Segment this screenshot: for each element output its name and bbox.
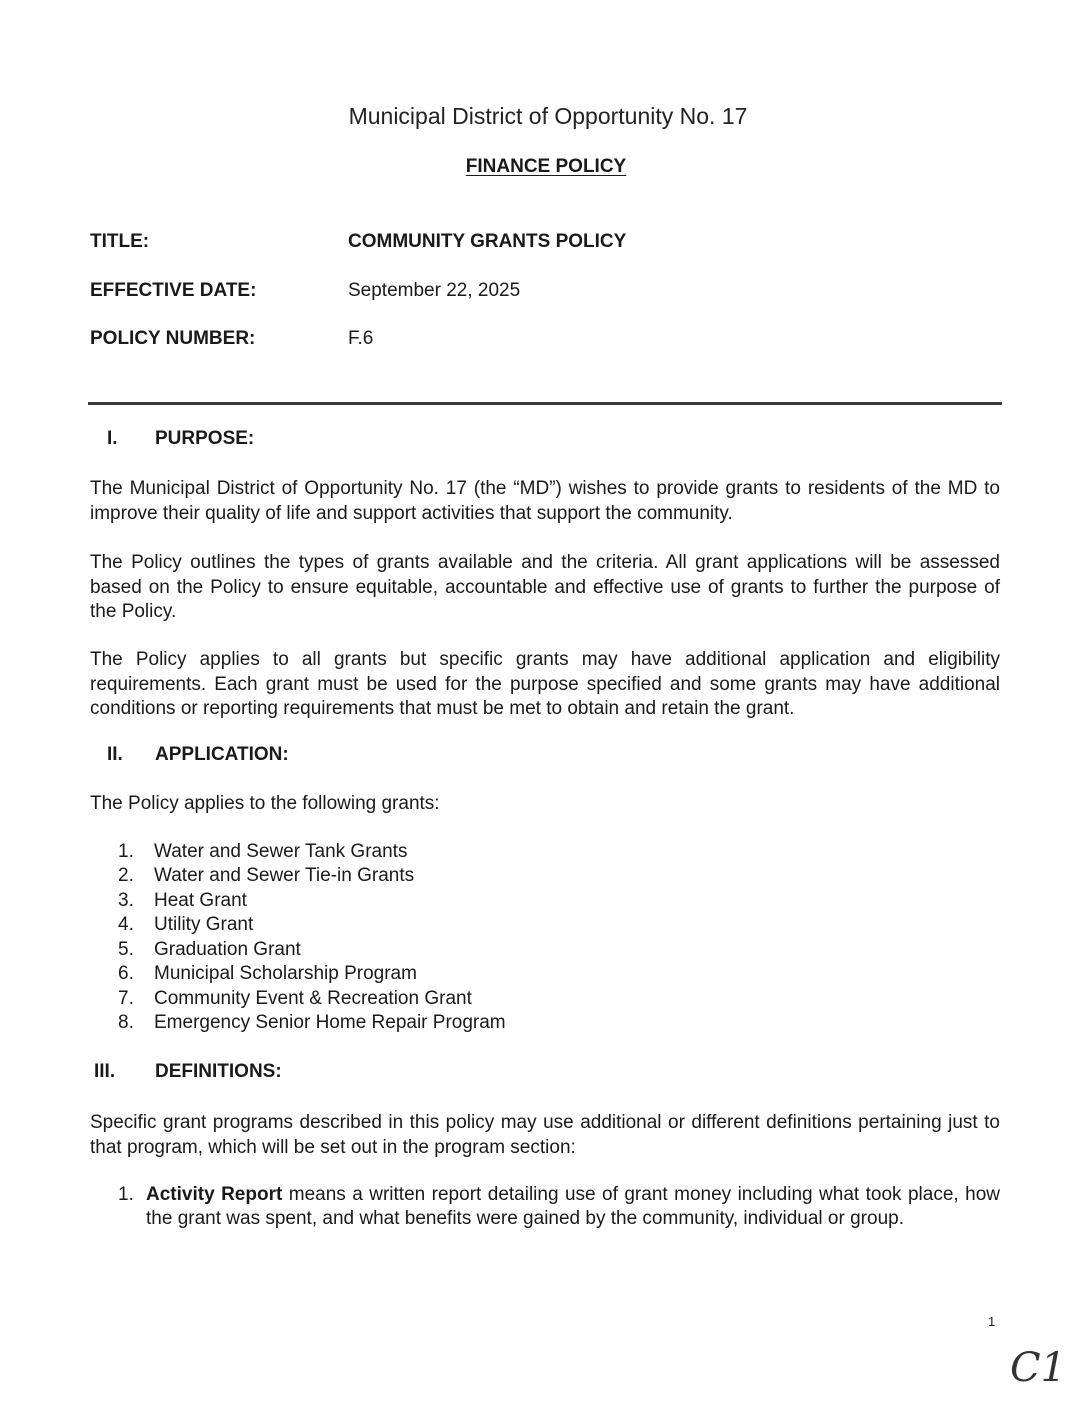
list-number: 8.: [118, 1012, 134, 1033]
definition-item: [118, 1183, 1000, 1231]
organization-name: Municipal District of Opportunity No. 17: [348, 103, 748, 129]
grant-list-item: [118, 1012, 506, 1034]
grant-list-item: [118, 865, 414, 887]
list-text: Heat Grant: [154, 890, 247, 911]
section-purpose-title: PURPOSE:: [155, 428, 255, 449]
title-value: COMMUNITY GRANTS POLICY: [348, 231, 627, 252]
grant-list-item: [118, 988, 472, 1010]
definition-text: means a written report detailing use of grant money including what took place, how the grant was spent, and what benefits were gained by the community, individual or group.: [146, 1184, 1000, 1229]
page-number: 1: [988, 1314, 996, 1329]
effective-date-label: EFFECTIVE DATE:: [90, 280, 257, 301]
section-application-title: APPLICATION:: [155, 744, 289, 765]
list-number: 1.: [118, 841, 134, 862]
list-text: Community Event & Recreation Grant: [154, 988, 472, 1009]
policy-number-value: F.6: [348, 328, 374, 349]
section-definitions-number: III.: [94, 1061, 116, 1082]
application-intro: The Policy applies to the following grants:: [90, 793, 440, 814]
list-number: 2.: [118, 865, 134, 886]
section-definitions-title: DEFINITIONS:: [155, 1061, 282, 1082]
purpose-paragraph: The Municipal District of Opportunity No. 17 (the “MD”) wishes to provide grants to residents of the MD to improve their quality of life and support activities that support the community.: [90, 478, 1000, 524]
list-number: 6.: [118, 963, 134, 984]
title-label: TITLE:: [90, 231, 150, 252]
policy-type-heading: FINANCE POLICY: [465, 156, 627, 177]
purpose-paragraph: The Policy applies to all grants but specific grants may have additional application and eligibility requirements. Each grant must be used for the purpose specified and some grants may have additional conditions or reporting requirements that must be met to obtain and retain the grant.: [90, 649, 1000, 719]
list-text: Emergency Senior Home Repair Program: [154, 1012, 506, 1033]
grant-list-item: [118, 841, 407, 863]
purpose-paragraph: The Policy outlines the types of grants available and the criteria. All grant applications will be assessed based on the Policy to ensure equitable, accountable and effective use of grants to further the purpose of the Policy.: [90, 552, 1000, 622]
list-number: 7.: [118, 988, 134, 1009]
grant-list-item: [118, 914, 253, 936]
list-text: Water and Sewer Tie-in Grants: [154, 865, 415, 886]
list-number: 5.: [118, 939, 134, 960]
list-text: Municipal Scholarship Program: [154, 963, 417, 984]
list-text: Graduation Grant: [154, 939, 301, 960]
definition-number: 1.: [118, 1184, 134, 1205]
grant-list-item: [118, 890, 247, 912]
header-divider: [88, 402, 1002, 405]
section-purpose-number: I.: [107, 428, 118, 449]
list-text: Water and Sewer Tank Grants: [154, 841, 408, 862]
effective-date-value: September 22, 2025: [348, 280, 521, 301]
policy-number-label: POLICY NUMBER:: [90, 328, 256, 349]
definition-term: Activity Report: [146, 1184, 283, 1205]
list-number: 4.: [118, 914, 134, 935]
definitions-intro: Specific grant programs described in this policy may use additional or different definitions pertaining just to that program, which will be set out in the program section:: [90, 1112, 1000, 1158]
list-number: 3.: [118, 890, 134, 911]
section-application-number: II.: [107, 744, 123, 765]
list-text: Utility Grant: [154, 914, 254, 935]
grant-list-item: [118, 939, 301, 961]
grant-list-item: [118, 963, 417, 985]
handwritten-mark: C1: [1010, 1345, 1067, 1391]
